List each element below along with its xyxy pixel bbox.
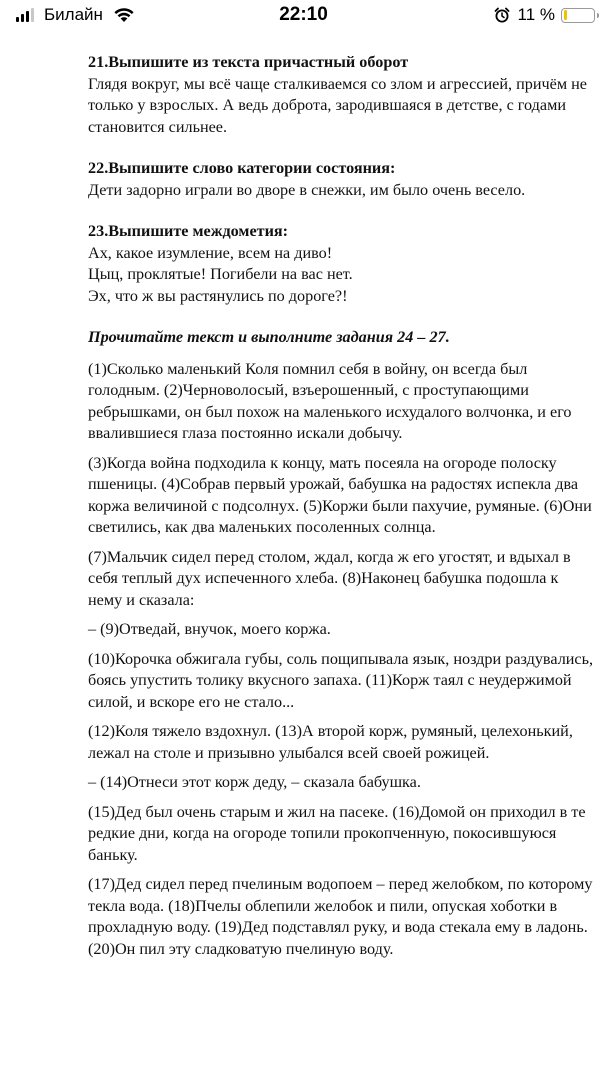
status-right <box>494 5 596 25</box>
reading-instruction: Прочитайте текст и выполните задания 24 – 27. <box>88 328 450 346</box>
story-text <box>88 359 594 961</box>
carrier-name: Билайн <box>44 5 103 24</box>
text-paragraph: (7)Мальчик сидел перед столом, ждал, когда ж его угостят, и вдыхал в себя теплый дух испеченного хлеба. (8)Наконец бабушка подошла к нему и сказала: <box>88 547 571 609</box>
task-title: 23.Выпишите междометия: <box>88 222 289 240</box>
alarm-icon <box>494 7 510 23</box>
task-text: Ах, какое изумление, всем на диво! <box>88 243 333 262</box>
text-paragraph: – (9)Отведай, внучок, моего коржа. <box>88 620 331 638</box>
task-block <box>88 52 594 138</box>
status-time: 22:10 <box>279 4 328 25</box>
text-paragraph: (10)Корочка обжигала губы, соль пощипывала язык, ноздри раздувались, боясь упустить толику вкусного запаха. (11)Корж таял с неудержимой силой, и вскоре его не стало... <box>88 649 594 711</box>
text-paragraph: (12)Коля тяжело вздохнул. (13)А второй корж, румяный, целехонький, лежал на столе и призывно улыбался всей своей рожицей. <box>88 722 573 762</box>
task-text: Цыц, проклятые! Погибели на вас нет. <box>88 265 353 283</box>
battery-nub <box>597 13 600 18</box>
status-bar <box>0 0 607 34</box>
battery-icon <box>561 8 595 23</box>
text-paragraph: – (14)Отнеси этот корж деду, – сказала бабушка. <box>88 773 421 791</box>
battery-percent: 11 % <box>517 5 555 24</box>
text-paragraph: (3)Когда война подходила к концу, мать посеяла на огороде полоску пшеницы. (4)Собрав первый урожай, бабушка на радостях испекла два коржа величиной с подсолнух. (5)Коржи были пахучие, румяные. (6)Они светились, как два маленьких посоленных солнца. <box>88 453 592 536</box>
task-block <box>88 221 594 307</box>
task-block <box>88 158 594 201</box>
task-text: Глядя вокруг, мы всё чаще сталкиваемся со злом и агрессией, причём не только у взрослых. А ведь доброта, зародившаяся в детстве, с годами становится сильнее. <box>88 74 587 136</box>
task-title: 21.Выпишите из текста причастный оборот <box>88 53 409 71</box>
text-paragraph: (17)Дед сидел перед пчелиным водопоем – перед желобком, по которому текла вода. (18)Пчелы облепили желобок и пили, опуская хоботки в прохладную воду. (19)Дед подставлял руку, и вода стекала ему в ладонь. (20)Он пил эту сладковатую пчелиную воду. <box>88 875 593 958</box>
document-page <box>88 52 594 960</box>
battery-fill <box>564 10 567 20</box>
task-text: Эх, что ж вы растянулись по дороге?! <box>88 286 348 305</box>
tasks-section <box>88 52 594 307</box>
text-paragraph: (1)Сколько маленький Коля помнил себя в войну, он всегда был голодным. (2)Черноволосый, взъерошенный, с проступающими ребрышками, он был похож на маленького исхудалого волчонка, и его ввалившиеся глаза постоянно искали добычу. <box>88 359 572 442</box>
task-title: 22.Выпишите слово категории состояния: <box>88 159 396 177</box>
text-paragraph: (15)Дед был очень старым и жил на пасеке. (16)Домой он приходил в те редкие дни, когда на огороде топили прокопченную, покосившуюся баньку. <box>88 802 586 864</box>
task-text: Дети задорно играли во дворе в снежки, им было очень весело. <box>88 180 526 199</box>
